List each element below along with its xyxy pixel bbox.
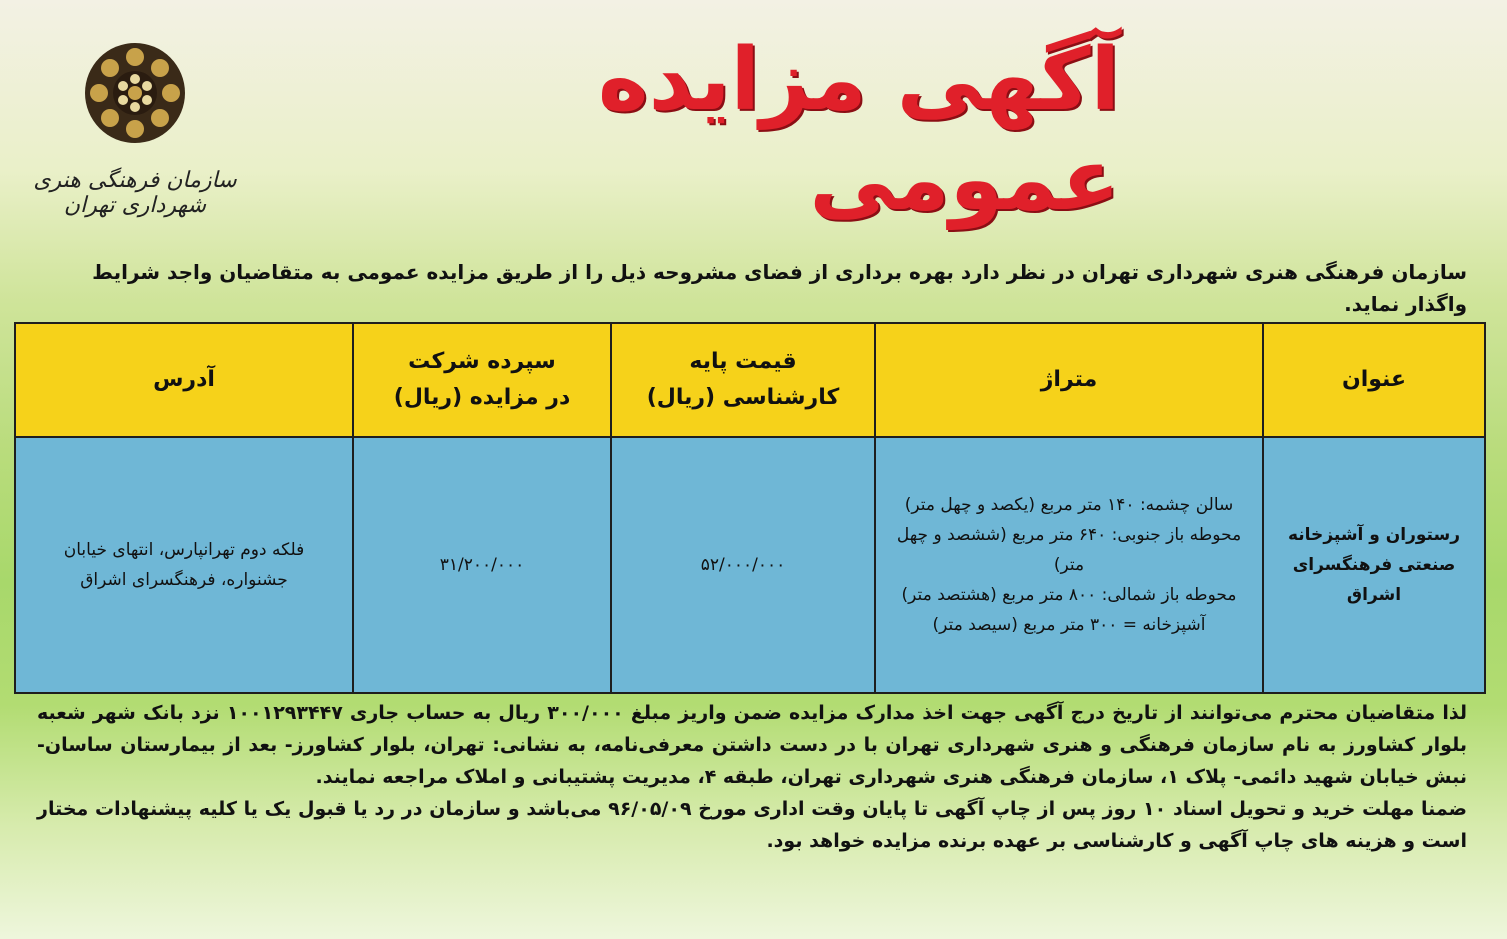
cell-base-price: ۵۲/۰۰۰/۰۰۰ <box>611 437 875 693</box>
header-deposit-line2: در مزایده (ریال) <box>393 385 571 410</box>
header-base-price-line2: کارشناسی (ریال) <box>646 385 840 410</box>
auction-table <box>14 322 1486 694</box>
footer-paragraph-2 <box>37 793 1467 857</box>
header-base-price <box>611 323 875 437</box>
cell-title <box>1263 437 1485 693</box>
cell-title-line2: صنعتی فرهنگسرای <box>1292 555 1456 575</box>
terms-text: و سازمان در رد یا قبول یک یا کلیه پیشنهادات مختار است و هزینه های چاپ آگهی و کارشناسی بر عهده برنده مزایده خواهد بود. <box>37 798 1467 852</box>
cell-title-line1: رستوران و آشپزخانه <box>1287 525 1461 545</box>
table-row <box>15 437 1485 693</box>
deadline-text: ضمنا مهلت خرید و تحویل اسناد ۱۰ روز پس از چاپ آگهی تا پایان وقت اداری مورخ ۹۶/۰۵/۰۹ می‌باشد <box>526 798 1467 820</box>
header-deposit-line1: سپرده شرکت <box>408 349 556 374</box>
logo-caption: سازمان فرهنگی هنری شهرداری تهران <box>33 168 237 218</box>
header-deposit <box>353 323 611 437</box>
area-line: محوطه باز جنوبی: ۶۴۰ متر مربع (ششصد و چهل متر) <box>896 525 1242 575</box>
organization-logo <box>30 38 240 218</box>
cell-area <box>875 437 1263 693</box>
table-header-row <box>15 323 1485 437</box>
cell-address: فلکه دوم تهرانپارس، انتهای خیابان جشنواره، فرهنگسرای اشراق <box>15 437 353 693</box>
cell-deposit: ۳۱/۲۰۰/۰۰۰ <box>353 437 611 693</box>
intro-text: سازمان فرهنگی هنری شهرداری تهران در نظر دارد بهره برداری از فضای مشروحه ذیل را از طریق مزایده عمومی به متقاضیان واجد شرایط واگذار نماید. <box>92 260 1467 316</box>
header-base-price-line1: قیمت پایه <box>689 349 797 374</box>
area-line: آشپزخانه = ۳۰۰ متر مربع (سیصد متر) <box>932 615 1206 635</box>
page-title: آگهی مزایده عمومی <box>597 30 1120 230</box>
header-title: عنوان <box>1263 323 1485 437</box>
header-area: متراژ <box>875 323 1263 437</box>
footer-paragraph-1: لذا متقاضیان محترم می‌توانند از تاریخ درج آگهی جهت اخذ مدارک مزایده ضمن واریز مبلغ ۳۰۰/۰۰۰ ریال به حساب جاری ۱۰۰۱۲۹۳۴۴۷ نزد بانک شهر شعبه بلوار کشاورز به نام سازمان فرهنگی و هنری شهرداری تهران با در دست داشتن معرفی‌نامه، به نشانی: تهران، بلوار کشاورز- بعد از بیمارستان ساسان- نبش خیابان شهید دائمی- پلاک ۱، سازمان فرهنگی هنری شهرداری تهران، طبقه ۴، مدیریت پشتیبانی و املاک مراجعه نمایند. <box>37 702 1467 788</box>
flower-logo-icon <box>80 38 190 148</box>
cell-title-line3: اشراق <box>1346 585 1402 605</box>
area-line: محوطه باز شمالی: ۸۰۰ متر مربع (هشتصد متر) <box>901 585 1237 605</box>
header-address: آدرس <box>15 323 353 437</box>
area-line: سالن چشمه: ۱۴۰ متر مربع (یکصد و چهل متر) <box>904 495 1234 515</box>
footer-text <box>37 697 1467 857</box>
